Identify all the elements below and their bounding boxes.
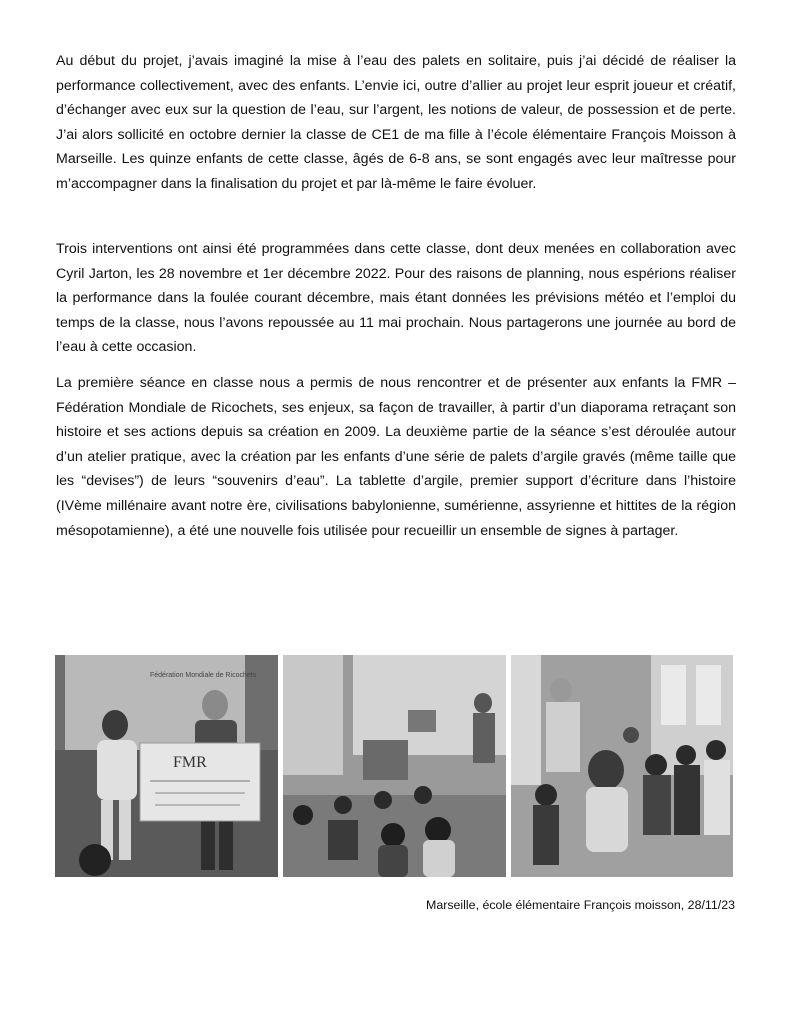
paragraph-intro: [56, 49, 736, 197]
paragraph-first-session: [56, 371, 736, 543]
paragraph-text: La première séance en classe nous a permis de nous rencontrer et de présenter aux enfants la FMR – Fédération Mondiale de Ricochets, ses enjeux, sa façon de travailler, à partir d’un diaporama retraçant son histoire et ses actions depuis sa création en 2009. La deuxième partie de la séance s’est déroulée autour d’un atelier pratique, avec la création par les enfants d’une série de palets d’argile gravés (même taille que les “devises”) de leurs “souvenirs d’eau”. La tablette d’argile, premier support d’écriture dans l’histoire (IVème millénaire avant notre ère, civilisations babylonienne, sumérienne, assyrienne et hittites de la région mésopotamienne), a été une nouvelle fois utilisée pour recueillir un ensemble de signes à partager.: [56, 375, 736, 539]
sign-text: FMR: [173, 754, 207, 771]
photo-fmr-presentation-image: [55, 655, 278, 877]
paragraph-text: Au début du projet, j’avais imaginé la mise à l’eau des palets en solitaire, puis j’ai décidé de réaliser la performance collectivement, avec des enfants. L’envie ici, outre d’allier au projet leur esprit joueur et créatif, d’échanger avec eux sur la question de l’eau, sur l’argent, les notions de valeur, de possession et de perte. J’ai alors sollicité en octobre dernier la classe de CE1 de ma fille à l’école élémentaire François Moisson à Marseille. Les quinze enfants de cette classe, âgés de 6-8 ans, se sont engagés avec leur maîtresse pour m’accompagner dans la finalisation du projet et par là-même le faire évoluer.: [56, 53, 736, 192]
photo-workshop-children: [511, 655, 733, 877]
photo-workshop-children-image: [511, 655, 733, 877]
photo-classroom-floor-image: [283, 655, 506, 877]
photo-caption: Marseille, école élémentaire François moisson, 28/11/23: [426, 898, 735, 912]
screen-title-text: Fédération Mondiale de Ricochets: [150, 672, 257, 679]
photo-fmr-presentation: [55, 655, 278, 877]
photo-classroom-floor: [283, 655, 506, 877]
paragraph-interventions: [56, 237, 736, 360]
paragraph-text: Trois interventions ont ainsi été programmées dans cette classe, dont deux menées en collaboration avec Cyril Jarton, les 28 novembre et 1er décembre 2022. Pour des raisons de planning, nous espérions réaliser la performance dans la foulée courant décembre, mais étant données les prévisions météo et l’emploi du temps de la classe, nous l’avons repoussée au 11 mai prochain. Nous partagerons une journée au bord de l’eau à cette occasion.: [56, 241, 736, 356]
